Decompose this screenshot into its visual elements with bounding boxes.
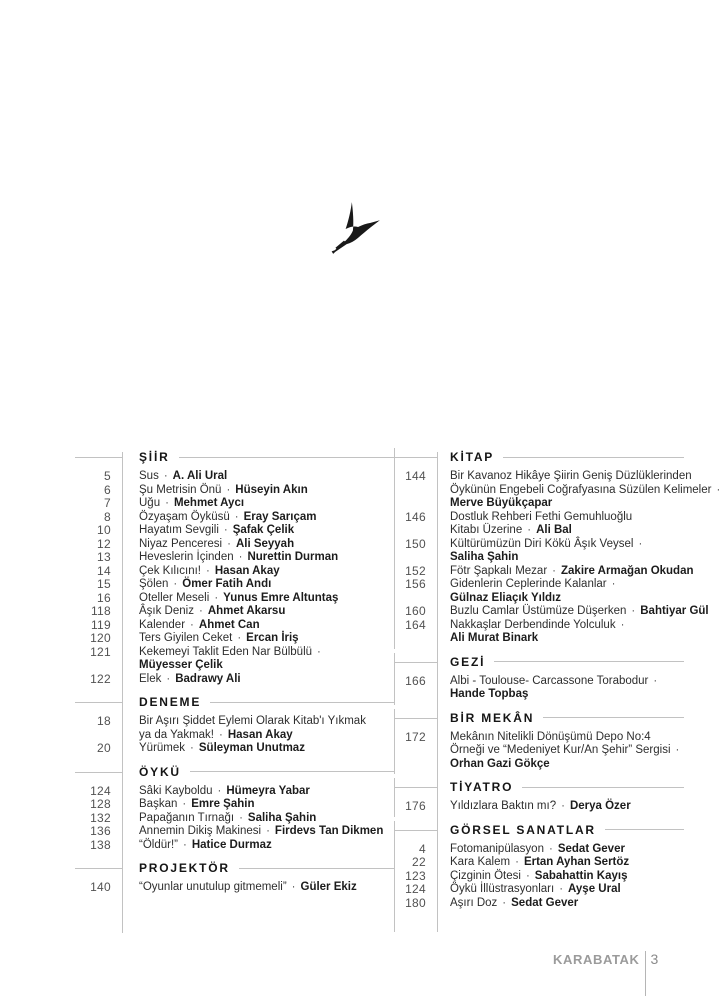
toc-entry <box>75 484 394 498</box>
entry-page-number: 22 <box>412 855 426 869</box>
entry-author: Ahmet Akarsu <box>207 605 286 617</box>
entry-author: Hasan Akay <box>227 728 293 741</box>
entry-title: Papağanın Tırnağı <box>139 811 235 824</box>
header-rule-left <box>75 765 123 779</box>
header-rule-left <box>394 450 438 464</box>
entry-title: Ters Giyilen Ceket <box>139 632 233 644</box>
separator-dot: · <box>214 591 219 604</box>
entry-title: Kitabı Üzerine <box>450 524 523 536</box>
separator-dot: · <box>631 605 636 617</box>
entry-line <box>450 538 710 552</box>
separator-dot: · <box>206 564 210 577</box>
entry-author: Derya Özer <box>569 800 631 812</box>
entry-page-number: 144 <box>405 469 426 483</box>
separator-dot: · <box>502 896 507 909</box>
section-header <box>75 765 394 779</box>
entry-author: Ali Murat Binark <box>450 632 539 644</box>
section-title: ÖYKÜ <box>139 764 181 779</box>
toc-entry <box>75 632 394 646</box>
entry-page-number: 122 <box>90 671 111 686</box>
toc-entry <box>75 881 394 895</box>
entry-page-number: 4 <box>419 841 426 856</box>
separator-dot: · <box>548 842 553 855</box>
entry-author: Saliha Şahin <box>247 811 317 824</box>
entry-page-number: 118 <box>90 604 111 618</box>
entry-title: Yürümek <box>139 742 186 754</box>
entry-page-number: 156 <box>405 577 426 591</box>
entry-title: Hayatım Sevgili <box>139 524 219 536</box>
separator-dot: · <box>190 742 194 754</box>
entry-page-number: 136 <box>90 824 111 838</box>
entry-line <box>450 565 710 579</box>
toc-entry <box>75 578 394 592</box>
entry-page-number: 128 <box>90 797 111 811</box>
toc-entry <box>394 897 710 911</box>
entry-title: Elek <box>139 672 162 685</box>
entry-title: “Öldür!” <box>139 838 178 851</box>
entry-title: Uğu <box>139 497 161 509</box>
toc-column <box>75 450 394 933</box>
section-title: GEZİ <box>450 654 486 669</box>
toc-entry <box>75 619 394 633</box>
toc-entry <box>394 675 710 702</box>
header-rule-right <box>543 717 684 718</box>
entry-title: Buzlu Camlar Üstümüze Düşerken <box>450 605 627 617</box>
entry-page-number: 5 <box>104 469 111 483</box>
entry-line <box>450 497 722 511</box>
toc-entry <box>75 497 394 511</box>
entry-line <box>139 578 394 592</box>
entry-title: Örneği ve “Medeniyet Kur/An Şehir” Sergisi <box>450 744 671 756</box>
entry-line <box>450 605 710 619</box>
entry-line <box>450 870 710 884</box>
entry-line <box>139 659 394 673</box>
entry-line <box>450 897 710 911</box>
entry-author: Sedat Gever <box>557 842 625 855</box>
entry-line <box>450 675 710 689</box>
header-rule-right <box>210 702 394 703</box>
toc-entry <box>394 883 710 897</box>
entry-line <box>450 511 710 525</box>
entry-author: Yunus Emre Altuntaş <box>223 591 339 604</box>
entry-line <box>450 619 710 633</box>
toc-entry <box>75 785 394 799</box>
entry-title: Kekemeyi Taklit Eden Nar Bülbülü <box>139 645 313 658</box>
entry-author: Hatice Durmaz <box>191 838 272 851</box>
toc-entry <box>394 800 710 814</box>
entry-line <box>450 843 710 857</box>
toc-section <box>394 711 710 772</box>
entry-title: Öykünün Engebeli Coğrafyasına Süzülen Kelimeler <box>450 483 712 496</box>
entry-page-number: 121 <box>90 644 111 659</box>
header-rule-left <box>75 450 123 464</box>
section-title: GÖRSEL SANATLAR <box>450 822 596 837</box>
entry-author: Bahtiyar Gül <box>640 605 709 617</box>
toc-entry <box>75 812 394 826</box>
toc-entry <box>75 551 394 565</box>
toc-section <box>394 823 710 911</box>
toc-entry <box>394 538 710 565</box>
entry-title: Mekânın Nitelikli Dönüşümü Depo No:4 <box>450 730 651 743</box>
entry-line <box>450 731 710 745</box>
entry-title: Başkan <box>139 798 178 810</box>
entry-author: Ahmet Can <box>198 618 260 631</box>
toc-section <box>75 861 394 895</box>
magazine-title: KARABATAK <box>553 952 640 967</box>
entry-line <box>139 673 394 687</box>
entry-line <box>450 470 722 484</box>
separator-dot: · <box>675 744 680 756</box>
entry-author: Eray Sarıçam <box>243 510 317 523</box>
toc-section <box>394 655 710 702</box>
entry-title: Bir Aşırı Şiddet Eylemi Olarak Kitab'ı Yıkmak <box>139 715 366 727</box>
entry-page-number: 176 <box>405 799 426 813</box>
entry-line <box>450 551 710 565</box>
folio-page-number: 3 <box>650 951 659 967</box>
header-rule-left <box>394 823 438 837</box>
entry-line <box>139 551 394 565</box>
entry-page-number: 140 <box>90 880 111 894</box>
entry-title: “Oyunlar unutulup gitmemeli” <box>139 881 287 893</box>
toc-entry <box>394 731 710 772</box>
entry-page-number: 7 <box>104 496 111 510</box>
toc-entry <box>394 605 710 619</box>
entry-line <box>450 578 710 592</box>
entry-title: Dostluk Rehberi Fethi Gemuhluoğlu <box>450 510 633 523</box>
toc-entry <box>75 839 394 853</box>
entry-page-number: 166 <box>405 673 426 688</box>
entry-line <box>139 825 394 839</box>
entry-title: Albi - Toulouse- Carcassone Torabodur <box>450 674 649 687</box>
separator-dot: · <box>226 483 231 496</box>
toc-entry <box>75 511 394 525</box>
section-title: TİYATRO <box>450 780 514 794</box>
entry-page-number: 160 <box>405 604 426 618</box>
entry-title: Annemin Dikiş Makinesi <box>139 825 262 837</box>
entry-title: Özyaşam Öyküsü <box>139 510 230 523</box>
entry-author: Ertan Ayhan Sertöz <box>523 856 630 868</box>
toc-entry <box>75 524 394 538</box>
toc-entry <box>75 825 394 839</box>
separator-dot: · <box>552 564 556 577</box>
entry-page-number: 123 <box>405 868 426 883</box>
entry-author: A. Ali Ural <box>172 470 228 482</box>
header-rule-right <box>605 829 684 830</box>
entry-line <box>139 605 394 619</box>
separator-dot: · <box>182 838 187 851</box>
toc-entry <box>75 592 394 606</box>
section-header <box>75 695 394 709</box>
toc-entry <box>75 538 394 552</box>
entry-line <box>450 758 710 772</box>
header-rule-right <box>239 868 394 869</box>
section-header <box>75 450 394 464</box>
toc-entry <box>75 646 394 673</box>
entry-page-number: 172 <box>405 729 426 744</box>
section-header <box>75 861 394 875</box>
header-rule-left <box>394 780 438 794</box>
entry-author: Ercan İriş <box>246 632 299 644</box>
section-header <box>394 780 710 794</box>
entry-title: Yıldızlara Baktın mı? <box>450 800 557 812</box>
section-header <box>394 655 710 669</box>
entry-author: Hümeyra Yabar <box>226 784 310 797</box>
entry-page-number: 14 <box>97 563 111 578</box>
separator-dot: · <box>515 856 519 868</box>
separator-dot: · <box>182 798 187 810</box>
entry-author: Mehmet Aycı <box>173 497 245 509</box>
entry-title: Niyaz Penceresi <box>139 537 223 550</box>
separator-dot: · <box>223 524 228 536</box>
entry-author: Sabahattin Kayış <box>534 869 628 882</box>
header-rule-left <box>394 711 438 725</box>
footer <box>553 951 658 996</box>
entry-line <box>139 470 394 484</box>
toc-entry <box>394 843 710 857</box>
entry-page-number: 146 <box>405 509 426 524</box>
separator-dot: · <box>561 800 565 812</box>
separator-dot: · <box>190 618 194 631</box>
separator-dot: · <box>198 605 203 617</box>
separator-dot: · <box>317 645 321 658</box>
toc-entry <box>75 742 394 756</box>
section-header <box>394 711 710 725</box>
entry-author: Saliha Şahin <box>450 551 519 563</box>
entry-page-number: 119 <box>90 617 111 632</box>
entry-page-number: 12 <box>97 536 111 551</box>
separator-dot: · <box>234 510 239 523</box>
entry-line <box>450 856 710 870</box>
separator-dot: · <box>239 811 243 824</box>
entry-title: Fotomanipülasyon <box>450 842 544 855</box>
separator-dot: · <box>173 578 178 590</box>
toc-entry <box>75 565 394 579</box>
toc-section <box>394 450 721 646</box>
entry-page-number: 124 <box>405 882 426 896</box>
entry-line <box>450 883 710 897</box>
entry-line <box>139 484 394 498</box>
entry-author: Zakire Armağan Okudan <box>561 564 694 577</box>
section-title: PROJEKTÖR <box>139 861 230 875</box>
entry-line <box>139 785 394 799</box>
toc-section <box>394 780 710 814</box>
separator-dot: · <box>227 537 231 550</box>
entry-line <box>139 632 394 646</box>
toc-entry <box>394 469 721 511</box>
entry-page-number: 10 <box>97 523 111 537</box>
entry-line <box>139 592 394 606</box>
entry-author: Ali Seyyah <box>235 537 295 550</box>
separator-dot: · <box>237 632 242 644</box>
entry-line <box>139 524 394 538</box>
entry-page-number: 20 <box>97 741 111 755</box>
separator-dot: · <box>611 578 616 590</box>
entry-author: Ali Bal <box>536 524 572 536</box>
entry-line <box>450 632 710 646</box>
entry-line <box>139 497 394 511</box>
entry-title: Bir Kavanoz Hikâye Şiirin Geniş Düzlüklerinden <box>450 470 692 482</box>
entry-page-number: 8 <box>104 509 111 524</box>
entry-line <box>139 646 394 660</box>
toc-column <box>394 450 721 932</box>
entry-page-number: 18 <box>97 714 111 728</box>
entry-title: Çizginin Ötesi <box>450 869 521 882</box>
entry-line <box>139 812 394 826</box>
entry-line <box>450 744 710 758</box>
entry-author: Firdevs Tan Dikmen <box>274 825 384 837</box>
entry-title: Fötr Şapkalı Mezar <box>450 564 548 577</box>
entry-page-number: 180 <box>405 895 426 910</box>
header-rule-right <box>190 771 394 772</box>
entry-title: Sâki Kayboldu <box>139 784 213 797</box>
entry-author: Hasan Akay <box>214 564 280 577</box>
separator-dot: · <box>527 524 532 536</box>
toc-entry <box>394 619 710 646</box>
entry-line <box>450 592 710 606</box>
toc-entry <box>394 511 710 538</box>
entry-page-number: 152 <box>405 563 426 578</box>
entry-page-number: 124 <box>90 783 111 798</box>
entry-title: Şölen <box>139 578 169 590</box>
entry-line <box>450 524 710 538</box>
entry-line <box>139 715 394 729</box>
separator-dot: · <box>165 497 169 509</box>
entry-line <box>139 839 394 853</box>
entry-line <box>139 538 394 552</box>
entry-page-number: 15 <box>97 577 111 591</box>
separator-dot: · <box>219 728 223 741</box>
table-of-contents <box>75 450 721 933</box>
entry-title: Heveslerin İçinden <box>139 551 234 563</box>
header-rule-left <box>394 655 438 669</box>
header-rule-right <box>494 661 684 662</box>
entry-title: Oteller Meseli <box>139 591 210 604</box>
separator-dot: · <box>291 881 296 893</box>
toc-entry <box>394 856 710 870</box>
entry-title: Şu Metrisin Önü <box>139 483 222 496</box>
entry-page-number: 120 <box>90 631 111 645</box>
entry-title: Çek Kılıcını! <box>139 564 201 577</box>
toc-section <box>75 450 394 686</box>
header-rule-right <box>179 457 394 458</box>
entry-author: Nurettin Durman <box>247 551 339 563</box>
section-title: BİR MEKÂN <box>450 710 535 725</box>
entry-author: Hüseyin Akın <box>235 483 308 496</box>
header-rule-right <box>522 787 684 788</box>
entry-author: Süleyman Unutmaz <box>198 742 305 754</box>
header-rule-right <box>503 457 684 458</box>
section-title: KİTAP <box>450 450 495 464</box>
entry-author: Gülnaz Eliaçık Yıldız <box>450 591 561 604</box>
toc-entry <box>394 578 710 605</box>
toc-entry <box>75 715 394 742</box>
toc-entry <box>75 673 394 687</box>
toc-section <box>75 765 394 853</box>
header-rule-left <box>75 861 123 875</box>
entry-line <box>450 688 710 702</box>
entry-author: Güler Ekiz <box>300 881 357 893</box>
entry-title: Gidenlerin Ceplerinde Kalanlar <box>450 578 607 590</box>
separator-dot: · <box>620 618 625 631</box>
section-header <box>394 823 710 837</box>
toc-entry <box>394 870 710 884</box>
entry-author: Müyesser Çelik <box>139 659 223 671</box>
toc-entry <box>75 605 394 619</box>
entry-title: Kara Kalem <box>450 856 511 868</box>
separator-dot: · <box>638 537 643 550</box>
entry-line <box>139 798 394 812</box>
bird-icon <box>330 200 382 256</box>
entry-title: Nakkaşlar Derbendinde Yolculuk <box>450 618 616 631</box>
entry-title: Öykü İllüstrasyonları <box>450 883 555 895</box>
toc-entry <box>75 470 394 484</box>
entry-author: Badrawy Ali <box>175 672 241 685</box>
entry-author: Sedat Gever <box>511 896 579 909</box>
section-title: ŞİİR <box>139 450 170 464</box>
entry-page-number: 164 <box>405 617 426 632</box>
section-header <box>394 450 710 464</box>
separator-dot: · <box>217 784 222 797</box>
entry-author: Hande Topbaş <box>450 688 529 700</box>
section-title: DENEME <box>139 695 202 709</box>
separator-dot: · <box>166 672 171 685</box>
entry-line <box>139 565 394 579</box>
entry-page-number: 132 <box>90 810 111 825</box>
entry-author: Orhan Gazi Gökçe <box>450 757 550 770</box>
entry-title: Aşırı Doz <box>450 896 498 909</box>
entry-page-number: 13 <box>97 550 111 564</box>
separator-dot: · <box>163 470 168 482</box>
footer-divider-line <box>645 951 646 996</box>
separator-dot: · <box>525 869 530 882</box>
entry-author: Ömer Fatih Andı <box>182 578 272 590</box>
entry-line <box>139 742 394 756</box>
entry-author: Şafak Çelik <box>232 524 295 536</box>
entry-title: Kalender <box>139 618 186 631</box>
entry-author: Ayşe Ural <box>568 883 621 895</box>
toc-section <box>75 695 394 756</box>
entry-author: Emre Şahin <box>191 798 255 810</box>
entry-page-number: 6 <box>104 482 111 497</box>
separator-dot: · <box>238 551 243 563</box>
separator-dot: · <box>266 825 270 837</box>
separator-dot: · <box>559 883 564 895</box>
separator-dot: · <box>716 483 721 496</box>
separator-dot: · <box>653 674 658 687</box>
toc-entry <box>75 798 394 812</box>
entry-page-number: 138 <box>90 837 111 852</box>
entry-line <box>139 881 394 895</box>
entry-line <box>450 484 722 498</box>
entry-title: Kültürümüzün Diri Kökü Âşık Veysel <box>450 537 634 550</box>
entry-line <box>139 729 394 743</box>
entry-title: ya da Yakmak! <box>139 728 215 741</box>
entry-line <box>139 511 394 525</box>
entry-title: Âşık Deniz <box>139 605 194 617</box>
entry-page-number: 16 <box>97 590 111 605</box>
entry-page-number: 150 <box>405 536 426 551</box>
entry-line <box>139 619 394 633</box>
entry-line <box>450 800 710 814</box>
entry-author: Merve Büyükçapar <box>450 497 553 509</box>
toc-entry <box>394 565 710 579</box>
entry-title: Sus <box>139 470 159 482</box>
header-rule-left <box>75 695 123 709</box>
